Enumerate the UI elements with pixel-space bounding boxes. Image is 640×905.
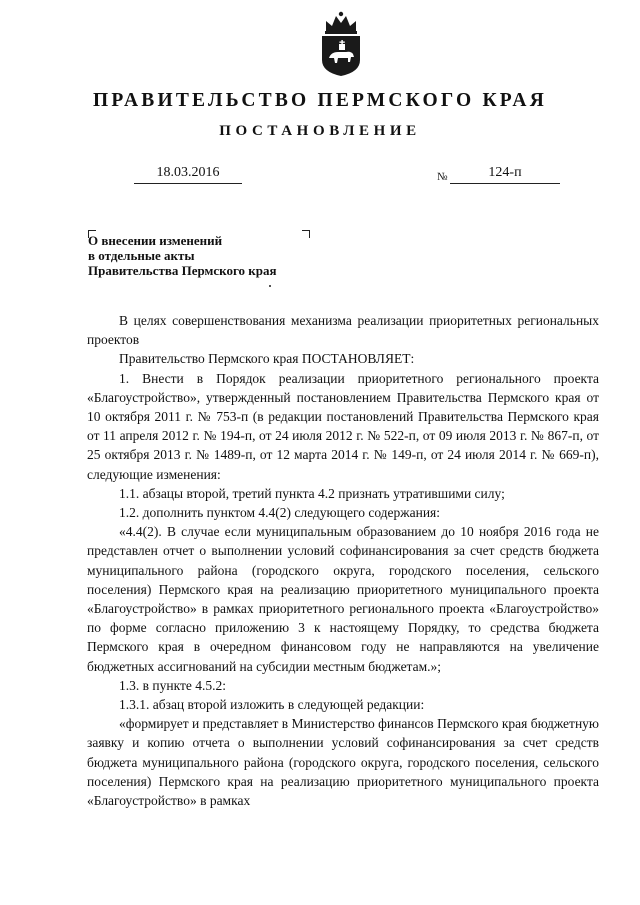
- paragraph: 1. Внести в Порядок реализации приоритетного регионального проекта «Благоустройство», утвержденный постановлением Правительства Пермского края от 10 октября 2011 г. № 753-п (в редакции постановлений Правительства Пермского края от 11 апреля 2012 г. № 194-п, от 24 июля 2012 г. № 522-п, от 09 июля 2013 г. № 867-п, от 25 октября 2013 г. № 1489-п, от 12 марта 2014 г. № 149-п, от 24 июля 2014 г. № 669-п), следующие изменения:: [87, 370, 599, 482]
- paragraph: В целях совершенствования механизма реализации приоритетных региональных проектов: [87, 313, 599, 348]
- document-type: ПОСТАНОВЛЕНИЕ: [219, 123, 421, 139]
- paragraph: 1.3. в пункте 4.5.2:: [119, 677, 226, 693]
- government-title: ПРАВИТЕЛЬСТВО ПЕРМСКОГО КРАЯ: [93, 90, 547, 111]
- subject-line: Правительства Пермского края: [88, 263, 277, 278]
- scan-speck: [269, 285, 271, 287]
- document-body: [87, 311, 599, 810]
- document-date: 18.03.2016: [134, 165, 242, 184]
- document-subject: [88, 233, 277, 278]
- number-sign: №: [437, 171, 448, 183]
- paragraph: 1.2. дополнить пунктом 4.4(2) следующего содержания:: [119, 505, 441, 521]
- subject-bracket-right: [302, 230, 310, 238]
- paragraph: «4.4(2). В случае если муниципальным образованием до 10 ноября 2016 года не представлен отчет о выполнении условий софинансирования за счет средств бюджета муниципального района (городского округа, городского поселения, сельского поселения) Пермского края на реализацию приоритетного муниципального проекта «Благоустройство» в рамках приоритетного регионального проекта «Благоустройство» по форме согласно приложению 3 к настоящему Порядку, то средства бюджета Пермского края в очередном финансовом году не направляются на увеличение бюджетных ассигнований на субсидии местным бюджетам.»;: [87, 524, 599, 674]
- paragraph: 1.3.1. абзац второй изложить в следующей редакции:: [119, 697, 425, 713]
- subject-line: в отдельные акты: [88, 248, 195, 263]
- coat-of-arms-icon: [318, 10, 364, 78]
- paragraph: «формирует и представляет в Министерство финансов Пермского края бюджетную заявку и копию отчета о выполнении условий софинансирования за счет средств бюджета муниципального района (городского округа, городского поселения, сельского поселения) Пермского края на реализацию приоритетного муниципального проекта «Благоустройство» в рамках: [87, 716, 599, 809]
- subject-line: О внесении изменений: [88, 233, 223, 248]
- document-number: 124-п: [450, 165, 560, 184]
- paragraph: 1.1. абзацы второй, третий пункта 4.2 признать утратившими силу;: [119, 485, 505, 501]
- paragraph: Правительство Пермского края ПОСТАНОВЛЯЕТ:: [119, 351, 415, 367]
